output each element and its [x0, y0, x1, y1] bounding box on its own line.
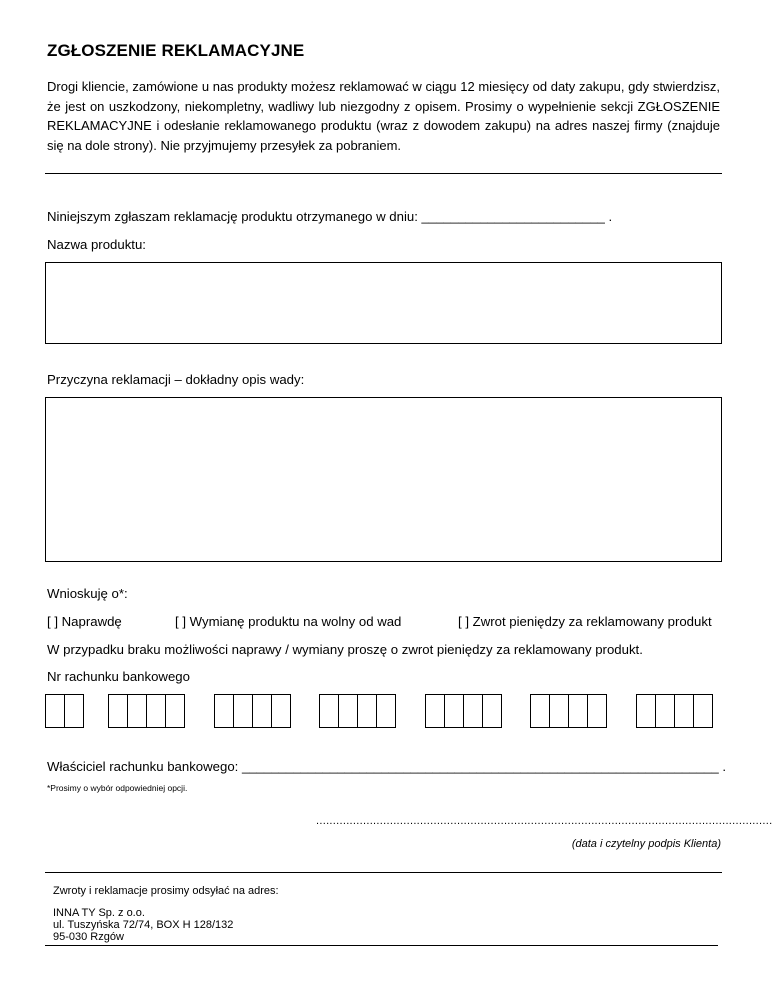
account-digit-cell[interactable] — [693, 694, 713, 728]
account-digit-cell[interactable] — [549, 694, 569, 728]
account-digit-cell[interactable] — [568, 694, 588, 728]
account-number-group-6[interactable] — [530, 694, 607, 728]
account-number-group-5[interactable] — [425, 694, 502, 728]
footer-street: ul. Tuszyńska 72/74, BOX H 128/132 — [53, 919, 234, 931]
account-digit-cell[interactable] — [214, 694, 234, 728]
account-digit-cell[interactable] — [463, 694, 483, 728]
reason-label: Przyczyna reklamacji – dokładny opis wady: — [47, 372, 305, 387]
account-number-group-1[interactable] — [45, 694, 84, 728]
account-digit-cell[interactable] — [357, 694, 377, 728]
account-digit-cell[interactable] — [271, 694, 291, 728]
fallback-text: W przypadku braku możliwości naprawy / wymiany proszę o zwrot pieniędzy za reklamowany produkt. — [47, 642, 643, 657]
account-digit-cell[interactable] — [233, 694, 253, 728]
signature-line: ........................................................................................................................................ — [316, 815, 772, 827]
account-number-group-4[interactable] — [319, 694, 396, 728]
account-digit-cell[interactable] — [530, 694, 550, 728]
account-digit-cell[interactable] — [674, 694, 694, 728]
request-label: Wnioskuję o*: — [47, 586, 128, 601]
reason-textarea[interactable] — [45, 397, 722, 562]
option-replace-checkbox[interactable]: [ ] Wymianę produktu na wolny od wad — [175, 614, 402, 629]
option-refund-checkbox[interactable]: [ ] Zwrot pieniędzy za reklamowany produkt — [458, 614, 712, 629]
account-digit-cell[interactable] — [252, 694, 272, 728]
account-digit-cell[interactable] — [376, 694, 396, 728]
signature-caption: (data i czytelny podpis Klienta) — [571, 838, 721, 850]
received-date-field[interactable]: Niniejszym zgłaszam reklamację produktu otrzymanego w dniu: _________________________ . — [47, 209, 613, 224]
account-digit-cell[interactable] — [655, 694, 675, 728]
account-number-group-3[interactable] — [214, 694, 291, 728]
account-digit-cell[interactable] — [45, 694, 65, 728]
product-name-label: Nazwa produktu: — [47, 237, 146, 252]
account-digit-cell[interactable] — [425, 694, 445, 728]
account-number-label: Nr rachunku bankowego — [47, 669, 190, 684]
footer-company: INNA TY Sp. z o.o. — [53, 907, 145, 919]
account-digit-cell[interactable] — [482, 694, 502, 728]
account-digit-cell[interactable] — [127, 694, 147, 728]
divider — [45, 872, 722, 873]
footer-city: 95-030 Rzgów — [53, 931, 124, 943]
account-digit-cell[interactable] — [319, 694, 339, 728]
account-owner-field[interactable]: Właściciel rachunku bankowego: _________________________________________________________________ . — [47, 759, 727, 774]
form-title: ZGŁOSZENIE REKLAMACYJNE — [47, 41, 305, 60]
account-digit-cell[interactable] — [64, 694, 84, 728]
footnote: *Prosimy o wybór odpowiedniej opcji. — [47, 783, 188, 793]
footer-underline — [45, 945, 718, 946]
account-digit-cell[interactable] — [108, 694, 128, 728]
intro-paragraph: Drogi kliencie, zamówione u nas produkty możesz reklamować w ciągu 12 miesięcy od daty zakupu, gdy stwierdzisz, że jest on uszkodzony, niekompletny, wadliwy lub niezgodny z opisem. Prosimy o wypełnienie sekcji ZGŁOSZENIE REKLAMACYJNE i odesłanie reklamowanego produktu (wraz z dowodem zakupu) na adres naszej firmy (znajduje się na dole strony). Nie przyjmujemy przesyłek za pobraniem. — [47, 79, 720, 153]
account-number-group-2[interactable] — [108, 694, 185, 728]
divider — [45, 173, 722, 174]
product-name-input[interactable] — [45, 262, 722, 344]
account-digit-cell[interactable] — [165, 694, 185, 728]
account-digit-cell[interactable] — [636, 694, 656, 728]
account-number-group-7[interactable] — [636, 694, 713, 728]
option-repair-checkbox[interactable]: [ ] Naprawdę — [47, 614, 122, 629]
footer-heading: Zwroty i reklamacje prosimy odsyłać na adres: — [53, 885, 279, 897]
account-digit-cell[interactable] — [146, 694, 166, 728]
account-digit-cell[interactable] — [338, 694, 358, 728]
account-digit-cell[interactable] — [444, 694, 464, 728]
account-digit-cell[interactable] — [587, 694, 607, 728]
